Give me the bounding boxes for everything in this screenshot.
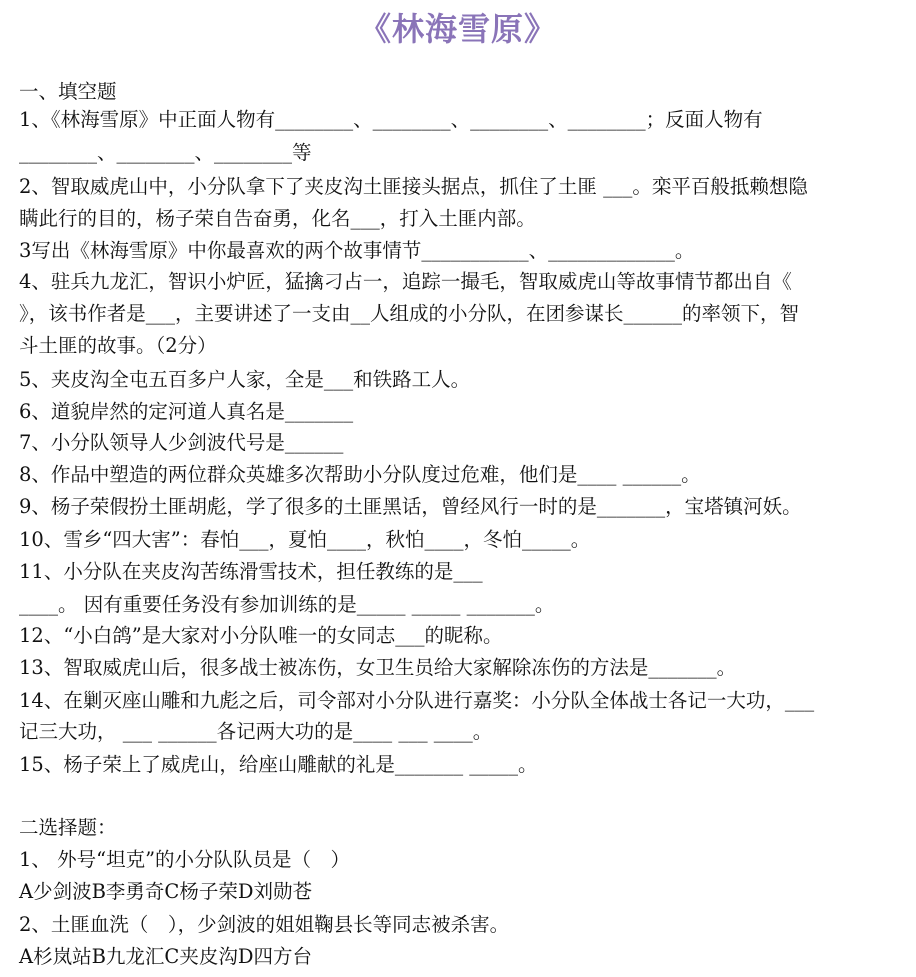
page-title: 《林海雪原》 xyxy=(358,10,557,48)
answer-options: A少剑波B李勇奇C杨子荣D刘勋苍 xyxy=(19,880,312,903)
question-line: 11、小分队在夹皮沟苦练滑雪技术，担任教练的是___ xyxy=(19,560,483,583)
question-line: ________、________、________等 xyxy=(19,141,312,164)
question-line: 2、土匪血洗（ ），少剑波的姐姐鞠县长等同志被杀害。 xyxy=(19,913,510,936)
question-line: 14、在剿灭座山雕和九彪之后，司令部对小分队进行嘉奖：小分队全体战士各记一大功，___ xyxy=(19,689,815,712)
question-line: 2、智取威虎山中，小分队拿下了夹皮沟土匪接头据点，抓住了土匪 ___。栾平百般抵赖想隐 xyxy=(19,175,808,198)
question-line: 》，该书作者是___，主要讲述了一支由__人组成的小分队，在团参谋长______的率领下，智 xyxy=(19,302,800,325)
question-line: 6、道貌岸然的定河道人真名是_______ xyxy=(19,400,354,423)
question-line: 瞒此行的目的，杨子荣自告奋勇，化名___，打入土匪内部。 xyxy=(19,207,536,230)
question-line: 13、智取威虎山后，很多战士被冻伤，女卫生员给大家解除冻伤的方法是_______。 xyxy=(19,656,737,679)
question-line: 9、杨子荣假扮土匪胡彪，学了很多的土匪黑话，曾经风行一时的是_______，宝塔镇河妖。 xyxy=(19,495,802,518)
question-line: ____。 因有重要任务没有参加训练的是_____ _____ _______。 xyxy=(19,593,555,616)
section-heading-fill-in: 一、填空题 xyxy=(19,80,117,103)
answer-options: A杉岚站B九龙汇C夹皮沟D四方台 xyxy=(19,945,312,968)
question-line: 4、驻兵九龙汇，智识小炉匠，猛擒刁占一，追踪一撮毛，智取威虎山等故事情节都出自《 xyxy=(19,270,792,293)
question-line: 1、 外号“坦克”的小分队队员是（ ） xyxy=(19,848,351,871)
question-line: 斗土匪的故事。（2分） xyxy=(19,334,217,357)
question-line: 7、小分队领导人少剑波代号是______ xyxy=(19,431,344,454)
question-line: 记三大功， ___ ______各记两大功的是____ ___ ____。 xyxy=(19,720,493,743)
question-line: 3写出《林海雪原》中你最喜欢的两个故事情节___________、_____________。 xyxy=(19,239,695,262)
question-line: 8、作品中塑造的两位群众英雄多次帮助小分队度过危难，他们是____ ______。 xyxy=(19,463,701,486)
question-line: 12、“小白鸽”是大家对小分队唯一的女同志___的昵称。 xyxy=(19,624,503,647)
question-line: 15、杨子荣上了威虎山，给座山雕献的礼是_______ _____。 xyxy=(19,753,538,776)
question-line: 1、《林海雪原》中正面人物有________、________、________、________；反面人物有 xyxy=(19,108,763,131)
question-line: 10、雪乡“四大害”：春怕___，夏怕____，秋怕____，冬怕_____。 xyxy=(19,528,591,551)
question-line: 5、夹皮沟全屯五百多户人家，全是___和铁路工人。 xyxy=(19,368,471,391)
section-heading-choice: 二选择题： xyxy=(19,816,117,839)
